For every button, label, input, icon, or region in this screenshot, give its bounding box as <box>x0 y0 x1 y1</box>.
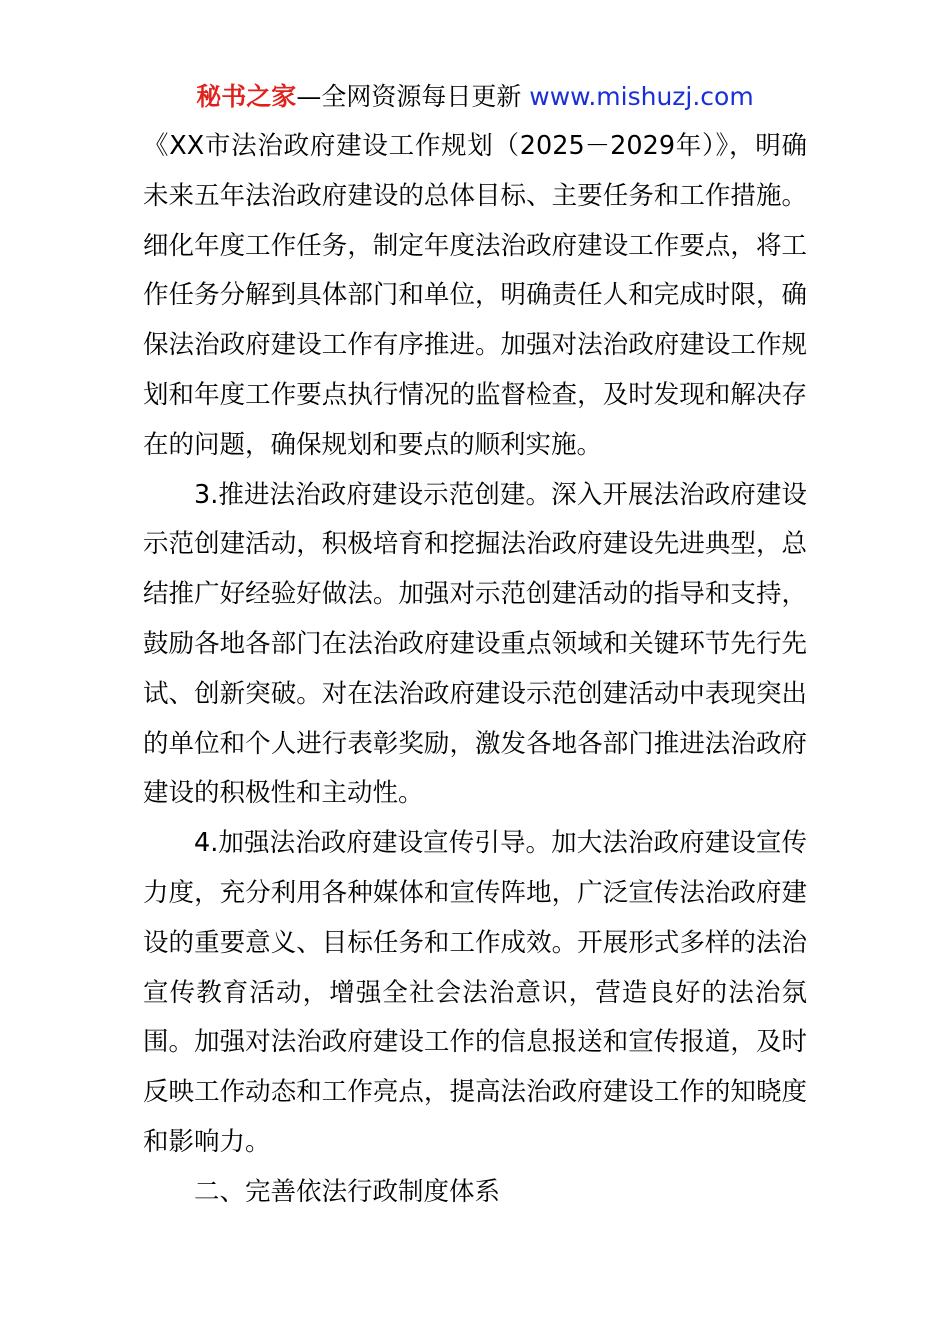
header-tagline: —全网资源每日更新 <box>296 82 522 111</box>
brand-name: 秘书之家 <box>196 82 297 111</box>
paragraph-item-3: 3.推进法治政府建设示范创建。深入开展法治政府建设示范创建活动，积极培育和挖掘法治政府建设先进典型，总结推广好经验好做法。加强对示范创建活动的指导和支持，鼓励各地各部门在法治政府建设重点领域和关键环节先行先试、创新突破。对在法治政府建设示范创建活动中表现突出的单位和个人进行表彰奖励，激发各地各部门推进法治政府建设的积极性和主动性。 <box>143 479 807 809</box>
section-heading: 二、完善依法行政制度体系 <box>194 1176 501 1207</box>
page-header <box>0 80 950 114</box>
site-url-link[interactable]: www.mishuzj.com <box>529 82 754 111</box>
paragraph-continuation: 《XX市法治政府建设工作规划（2025－2029年）》，明确未来五年法治政府建设的总体目标、主要任务和工作措施。细化年度工作任务，制定年度法治政府建设工作要点，将工作任务分解到具体部门和单位，明确责任人和完成时限，确保法治政府建设工作有序推进。加强对法治政府建设工作规划和年度工作要点执行情况的监督检查，及时发现和解决存在的问题，确保规划和要点的顺利实施。 <box>143 131 807 460</box>
document-body <box>143 122 807 1218</box>
paragraph-item-4: 4.加强法治政府建设宣传引导。加大法治政府建设宣传力度，充分利用各种媒体和宣传阵地，广泛宣传法治政府建设的重要意义、目标任务和工作成效。开展形式多样的法治宣传教育活动，增强全社会法治意识，营造良好的法治氛围。加强对法治政府建设工作的信息报送和宣传报道，及时反映工作动态和工作亮点，提高法治政府建设工作的知晓度和影响力。 <box>143 828 807 1157</box>
